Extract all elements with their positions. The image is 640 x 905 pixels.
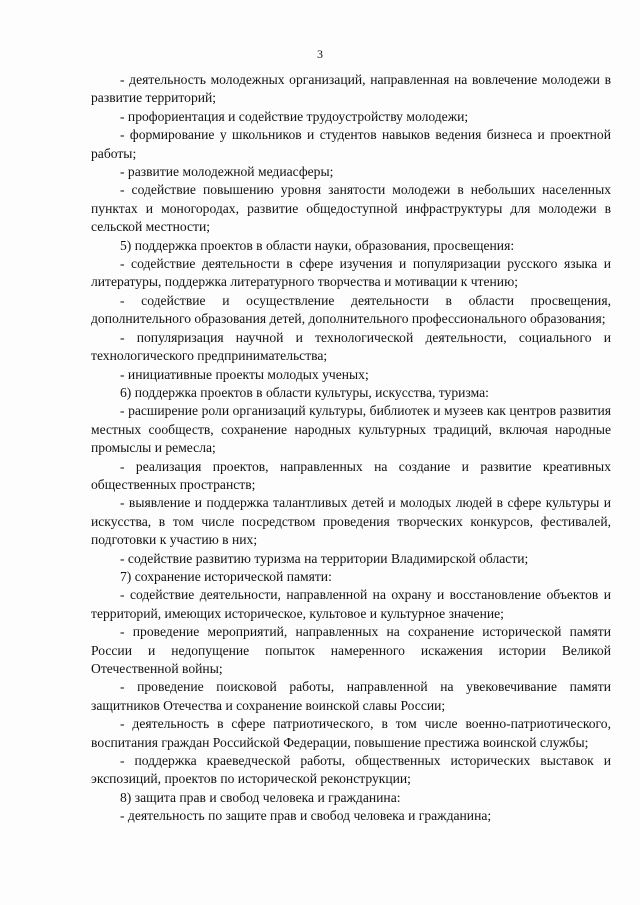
page-number: 3 <box>317 47 323 61</box>
list-item: - формирование у школьников и студентов навыков ведения бизнеса и проектной работы; <box>91 127 611 161</box>
section-heading: 5) поддержка проектов в области науки, образования, просвещения: <box>120 237 515 253</box>
list-item: - реализация проектов, направленных на создание и развитие креативных общественных пространств; <box>91 458 611 492</box>
list-item: - содействие деятельности в сфере изучения и популяризации русского языка и литературы, поддержка литературного творчества и мотивации к чтению; <box>91 256 611 290</box>
list-item: - содействие развитию туризма на территории Владимирской области; <box>120 550 529 566</box>
list-item: - выявление и поддержка талантливых детей и молодых людей в сфере культуры и искусства, в том числе посредством проведения творческих конкурсов, фестивалей, подготовки к участию в них; <box>91 495 611 548</box>
list-item: - проведение мероприятий, направленных на сохранение исторической памяти России и недопущение попыток намеренного искажения истории Великой Отечественной войны; <box>91 624 611 676</box>
section-heading: 7) сохранение исторической памяти: <box>120 568 332 584</box>
list-item: - поддержка краеведческой работы, общественных исторических выставок и экспозиций, проектов по исторической реконструкции; <box>91 753 611 787</box>
section-heading: 8) защита прав и свобод человека и гражданина: <box>120 789 401 805</box>
list-item: - деятельность по защите прав и свобод человека и гражданина; <box>120 808 492 824</box>
list-item: - расширение роли организаций культуры, библиотек и музеев как центров развития местных сообществ, сохранение народных культурных традиций, включая народные промыслы и ремесла; <box>91 403 611 456</box>
list-item: - деятельность молодежных организаций, направленная на вовлечение молодежи в развитие территорий; <box>91 72 611 106</box>
section-heading: 6) поддержка проектов в области культуры, искусства, туризма: <box>120 384 489 400</box>
list-item: - содействие деятельности, направленной на охрану и восстановление объектов и территорий, имеющих историческое, культовое и культурное значение; <box>91 587 611 621</box>
list-item: - развитие молодежной медиасферы; <box>120 164 334 180</box>
list-item: - инициативные проекты молодых ученых; <box>120 366 369 382</box>
list-item: - профориентация и содействие трудоустройству молодежи; <box>120 108 469 124</box>
list-item: - деятельность в сфере патриотического, в том числе военно-патриотического, воспитания граждан Российской Федерации, повышение престижа воинской службы; <box>91 716 611 750</box>
list-item: - популяризация научной и технологической деятельности, социального и технологического предпринимательства; <box>91 329 611 364</box>
list-item: - содействие и осуществление деятельности в области просвещения, дополнительного образования детей, дополнительного профессионального образования; <box>91 292 611 327</box>
list-item: - содействие повышению уровня занятости молодежи в небольших населенных пунктах и моногородах, развитие общедоступной инфраструктуры для молодежи в сельской местности; <box>91 182 611 235</box>
document-body <box>91 71 611 826</box>
list-item: - проведение поисковой работы, направленной на увековечивание памяти защитников Отечества и сохранение воинской славы России; <box>91 679 611 713</box>
